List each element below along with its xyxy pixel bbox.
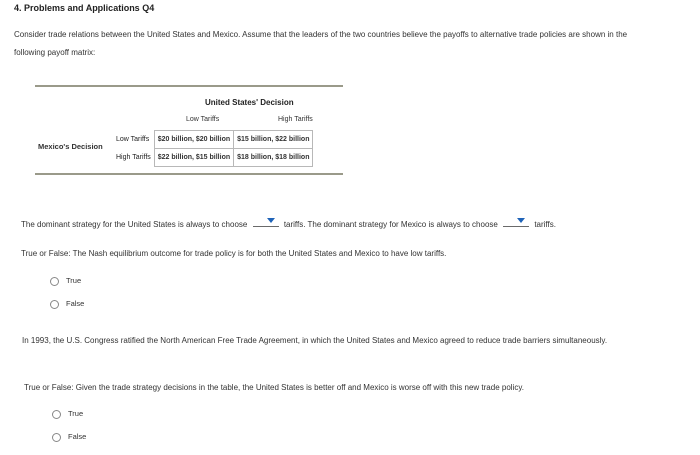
chevron-down-icon (267, 218, 275, 223)
q2-option-true[interactable] (52, 409, 83, 419)
mexico-strategy-dropdown[interactable] (503, 216, 529, 227)
payoff-matrix (113, 130, 313, 167)
matrix-row-label: Low Tariffs (116, 136, 150, 143)
intro-text: Consider trade relations between the United States and Mexico. Assume that the leaders of the two countries believe the payoffs to alternative trade policies are shown in the following payoff matrix: (14, 30, 628, 57)
matrix-row (113, 131, 313, 149)
q1-option-false-label: False (66, 299, 85, 308)
dominant-text-1: The dominant strategy for the United States is always to choose (21, 220, 248, 229)
matrix-row (113, 149, 313, 167)
q1-option-true[interactable] (50, 276, 81, 286)
chevron-down-icon (517, 218, 525, 223)
q1-option-true-label: True (66, 276, 82, 285)
question2-text: True or False: Given the trade strategy decisions in the table, the United States is better off and Mexico is worse off with this new trade policy. (24, 383, 524, 392)
matrix-bottom-rule (35, 173, 343, 175)
matrix-cell: $15 billion, $22 billion (234, 131, 313, 149)
q1-option-false[interactable] (50, 299, 84, 309)
matrix-row-label: High Tariffs (116, 154, 151, 161)
question-heading: 4. Problems and Applications Q4 (14, 3, 155, 13)
q2-option-false-label: False (68, 432, 87, 441)
radio-icon[interactable] (50, 277, 59, 286)
matrix-cell: $18 billion, $18 billion (234, 149, 313, 167)
nafta-paragraph: In 1993, the U.S. Congress ratified the North American Free Trade Agreement, in which the United States and Mexico agreed to reduce trade barriers simultaneously. (22, 336, 608, 345)
dominant-text-2: tariffs. The dominant strategy for Mexico is always to choose (283, 220, 498, 229)
question1-text: True or False: The Nash equilibrium outcome for trade policy is for both the United States and Mexico to have low tariffs. (21, 249, 447, 258)
q2-option-true-label: True (68, 409, 84, 418)
matrix-row-title: Mexico's Decision (38, 142, 103, 151)
matrix-column-low: Low Tariffs (186, 116, 220, 123)
matrix-cell: $20 billion, $20 billion (154, 131, 233, 149)
radio-icon[interactable] (50, 300, 59, 309)
dominant-text-3: tariffs. (534, 220, 556, 229)
us-strategy-dropdown[interactable] (253, 216, 279, 227)
radio-icon[interactable] (52, 433, 61, 442)
q2-option-false[interactable] (52, 432, 86, 442)
matrix-cell: $22 billion, $15 billion (154, 149, 233, 167)
dominant-strategy-sentence (21, 216, 556, 229)
matrix-top-rule (35, 85, 343, 87)
matrix-column-high: High Tariffs (278, 116, 313, 123)
radio-icon[interactable] (52, 410, 61, 419)
matrix-column-title: United States' Decision (205, 98, 294, 107)
